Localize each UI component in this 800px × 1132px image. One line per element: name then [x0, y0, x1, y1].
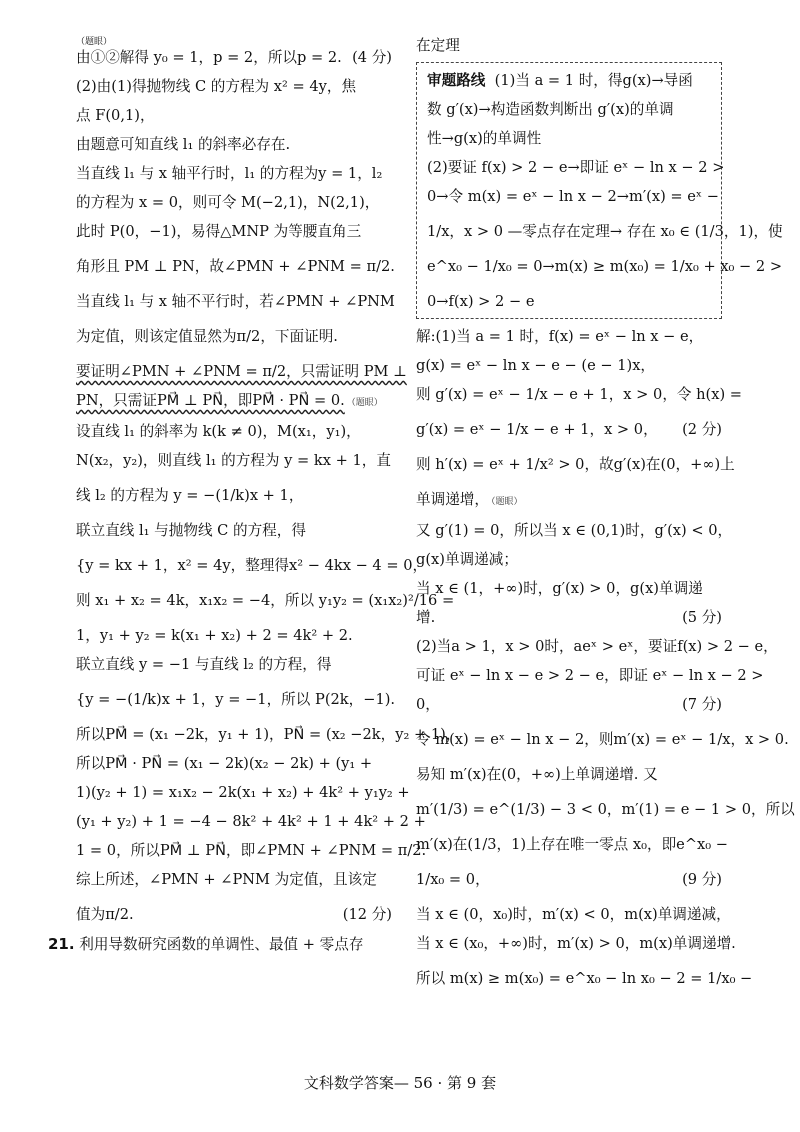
text-line: 0， (7 分) [416, 696, 722, 713]
text-line: 增. (5 分) [416, 609, 722, 626]
question-number: 21. [48, 935, 75, 953]
text-line: 当直线 l₁ 与 x 轴不平行时，若∠PMN + ∠PNM [76, 293, 395, 310]
text-line: {y = kx + 1，x² = 4y，整理得x² − 4kx − 4 = 0， [76, 557, 428, 574]
text-line: 又 g′(1) = 0，所以当 x ∈ (0,1)时，g′(x) < 0， [416, 522, 733, 539]
text-line: 联立直线 l₁ 与抛物线 C 的方程，得 [76, 522, 306, 539]
text-line: 易知 m′(x)在(0，+∞)上单调递增. 又 [416, 766, 658, 783]
text-line: 要证明∠PMN + ∠PNM = π/2，只需证明 PM ⊥ [76, 363, 407, 380]
text-line: (2)由(1)得抛物线 C 的方程为 x² = 4y，焦 [76, 78, 357, 95]
text-line: 则 g′(x) = eˣ − 1/x − e + 1，x > 0，令 h(x) = [416, 386, 743, 403]
text-line: 当 x ∈ (x₀，+∞)时，m′(x) > 0，m(x)单调递增. [416, 935, 736, 952]
text-line: 点 F(0,1)， [76, 107, 155, 124]
route-line: 审题路线 (1)当 a = 1 时，得g(x)→导函 [427, 72, 693, 89]
text-line: 1，y₁ + y₂ = k(x₁ + x₂) + 2 = 4k² + 2. [76, 627, 353, 644]
text-line: 则 x₁ + x₂ = 4k，x₁x₂ = −4，所以 y₁y₂ = (x₁x₂)²/16 = [76, 592, 455, 609]
text-line: g(x)单调递减； [416, 551, 518, 568]
text-line: 令 m(x) = eˣ − ln x − 2，则m′(x) = eˣ − 1/x，x > 0. [416, 731, 789, 748]
text-line: 由①②解得 y₀ = 1，p = 2，所以p = 2. (4 分) [76, 49, 392, 66]
text-line: 所以 m(x) ≥ m(x₀) = e^x₀ − ln x₀ − 2 = 1/x₀ − [416, 970, 753, 987]
key-point-tag: （题眼） [76, 37, 113, 47]
text-line: 可证 eˣ − ln x − e > 2 − e，即证 eˣ − ln x − 2 > [416, 667, 764, 684]
text-line: 当 x ∈ (0，x₀)时，m′(x) < 0，m(x)单调递减， [416, 906, 731, 923]
text-line: 所以PM⃗ = (x₁ −2k，y₁ + 1)，PN⃗ = (x₂ −2k，y₂ + 1)， [76, 726, 461, 743]
route-line: 0→f(x) > 2 − e [427, 293, 535, 310]
text-line: 在定理 [416, 37, 460, 54]
text-line: m′(1/3) = e^(1/3) − 3 < 0，m′(1) = e − 1 > 0，所以 [416, 801, 795, 818]
text-line: g(x) = eˣ − ln x − e − (e − 1)x， [416, 357, 656, 374]
page-footer: 文科数学答案— 56 · 第 9 套 [303, 1074, 497, 1092]
question-21-heading: 21. 利用导数研究函数的单调性、最值 + 零点存 [48, 935, 364, 953]
text-line: 由题意可知直线 l₁ 的斜率必存在. [76, 136, 291, 153]
text-line: 当 x ∈ (1，+∞)时，g′(x) > 0，g(x)单调递 [416, 580, 703, 597]
score: (5 分) [682, 609, 722, 626]
text-line: 设直线 l₁ 的斜率为 k(k ≠ 0)，M(x₁，y₁)， [76, 423, 361, 440]
score: (2 分) [682, 421, 722, 438]
route-line: 性→g(x)的单调性 [427, 130, 542, 147]
solution-route-box [416, 62, 783, 319]
route-line: 数 g′(x)→构造函数判断出 g′(x)的单调 [427, 101, 674, 118]
text-line: 所以PM⃗ · PN⃗ = (x₁ − 2k)(x₂ − 2k) + (y₁ + [76, 755, 373, 772]
text-line: 此时 P(0，−1)，易得△MNP 为等腰直角三 [76, 223, 362, 240]
text-line: N(x₂，y₂)，则直线 l₁ 的方程为 y = kx + 1，直 [76, 452, 391, 469]
text-line: 单调递增， （题眼） [416, 491, 523, 508]
text-line: 1)(y₂ + 1) = x₁x₂ − 2k(x₁ + x₂) + 4k² + y₁y₂ + [76, 784, 410, 801]
text-line: m′(x)在(1/3，1)上存在唯一零点 x₀，即e^x₀ − [416, 836, 728, 853]
text-line: 线 l₂ 的方程为 y = −(1/k)x + 1， [76, 487, 304, 504]
text-line: 1/x₀ = 0， (9 分) [416, 871, 722, 888]
text-line: {y = −(1/k)x + 1，y = −1，所以 P(2k，−1). [76, 691, 396, 708]
text-line: g′(x) = eˣ − 1/x − e + 1，x > 0， (2 分) [416, 421, 722, 438]
route-line: 0→令 m(x) = eˣ − ln x − 2→m′(x) = eˣ − [427, 188, 719, 205]
text-line: 联立直线 y = −1 与直线 l₂ 的方程，得 [76, 656, 332, 673]
text-line: 为定值，则该定值显然为π/2，下面证明. [76, 328, 338, 345]
score: (12 分) [342, 906, 392, 923]
text-line: (2)当a > 1，x > 0时，aeˣ > eˣ，要证f(x) > 2 − e， [416, 638, 778, 655]
text-line: 的方程为 x = 0，则可令 M(−2,1)，N(2,1)， [76, 194, 380, 211]
text-line: 值为π/2. (12 分) [76, 906, 392, 923]
key-point-tag: （题眼） [346, 398, 383, 408]
text-line: 解:(1)当 a = 1 时，f(x) = eˣ − ln x − e， [416, 328, 704, 345]
score: (9 分) [682, 871, 722, 888]
text-line: 综上所述，∠PMN + ∠PNM 为定值，且该定 [76, 871, 377, 888]
route-title: 审题路线 [427, 72, 486, 89]
route-line: (2)要证 f(x) > 2 − e→即证 eˣ − ln x − 2 > [427, 159, 725, 176]
score: (4 分) [352, 49, 392, 66]
text-line: 角形且 PM ⊥ PN，故∠PMN + ∠PNM = π/2. [76, 258, 395, 275]
text-line: 当直线 l₁ 与 x 轴平行时，l₁ 的方程为y = 1，l₂ [76, 165, 383, 182]
right-column [416, 36, 795, 989]
key-point-tag: （题眼） [490, 497, 523, 507]
text-line: (y₁ + y₂) + 1 = −4 − 8k² + 4k² + 1 + 4k² + 2 + [76, 813, 426, 830]
route-line: e^x₀ − 1/x₀ = 0→m(x) ≥ m(x₀) = 1/x₀ + x₀ − 2 > [427, 258, 783, 275]
score: (7 分) [682, 696, 722, 713]
text-line: PN，只需证PM⃗ ⊥ PN⃗，即PM⃗ · PN⃗ = 0. （题眼） [76, 392, 383, 409]
route-line: 1/x，x > 0 —零点存在定理→ 存在 x₀ ∈ (1/3，1)，使 [427, 223, 783, 240]
text-line: 则 h′(x) = eˣ + 1/x² > 0，故g′(x)在(0，+∞)上 [416, 456, 735, 473]
text-line: 1 = 0，所以PM⃗ ⊥ PN⃗，即∠PMN + ∠PNM = π/2. [76, 842, 427, 859]
